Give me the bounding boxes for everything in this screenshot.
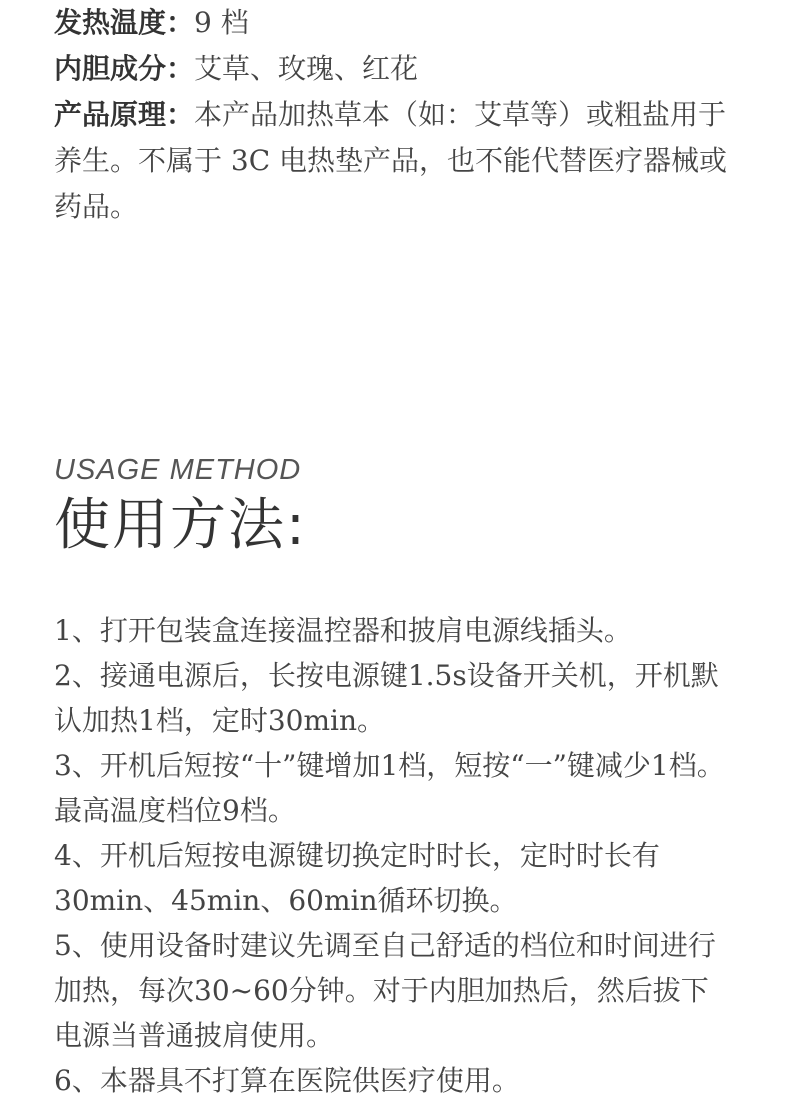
usage-step-5: 5、使用设备时建议先调至自己舒适的档位和时间进行加热，每次30~60分钟。对于内胆加热后，然后拔下电源当普通披肩使用。 (54, 929, 716, 1052)
usage-title-zh: 使用方法: (54, 493, 307, 558)
spec-temperature (54, 0, 734, 46)
spec-liner-label: 内胆成分： (54, 52, 195, 85)
spec-principle-value: 本产品加热草本（如：艾草等）或粗盐用于养生。不属于 3C 电热垫产品，也不能代替医疗器械或药品。 (54, 98, 728, 223)
spec-temperature-value: 9 档 (194, 6, 249, 39)
usage-step-6: 6、本器具不打算在医院供医疗使用。 (54, 1064, 520, 1097)
usage-step-1: 1、打开包装盒连接温控器和披肩电源线插头。 (54, 614, 632, 647)
usage-title-en: USAGE METHOD (54, 454, 302, 486)
usage-step-3: 3、开机后短按“十”键增加1档，短按“一”键减少1档。最高温度档位9档。 (54, 749, 725, 827)
usage-step-2: 2、接通电源后，长按电源键1.5s设备开关机，开机默认加热1档，定时30min。 (54, 659, 719, 737)
usage-steps-list (54, 608, 730, 1103)
usage-method-header (54, 452, 307, 562)
spec-principle-label: 产品原理： (54, 98, 195, 131)
spec-liner (54, 46, 734, 92)
spec-temperature-label: 发热温度： (54, 6, 195, 39)
product-specs (54, 0, 734, 230)
spec-liner-value: 艾草、玫瑰、红花 (194, 52, 419, 85)
usage-step-4: 4、开机后短按电源键切换定时时长，定时时长有30min、45min、60min循环切换。 (54, 839, 660, 917)
spec-principle (54, 92, 734, 230)
